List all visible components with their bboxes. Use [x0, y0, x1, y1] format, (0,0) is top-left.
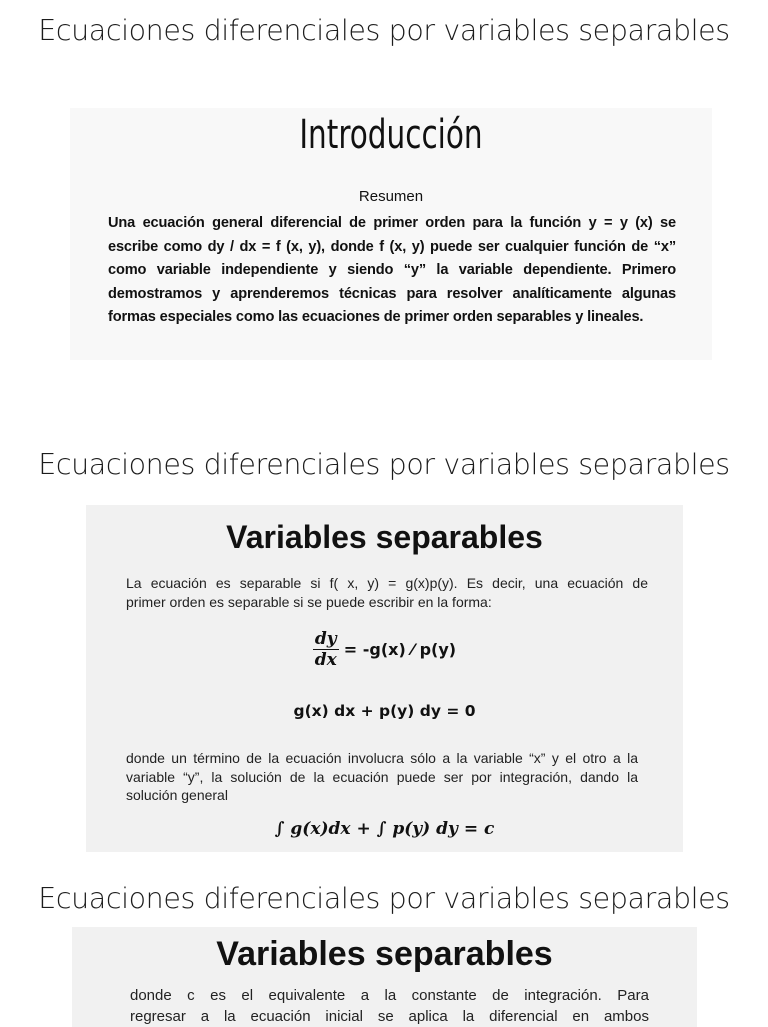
slide-2-title: Ecuaciones diferenciales por variables separables	[38, 448, 730, 481]
explanation-line: donde un término de la ecuación involucra sólo a la variable “x” y el otro a la	[126, 750, 638, 766]
derivative-fraction	[313, 629, 339, 670]
slide-3-title: Ecuaciones diferenciales por variables separables	[38, 882, 730, 915]
abstract-heading: Resumen	[358, 188, 424, 205]
abstract-line: escribe como dy / dx = f (x, y), donde f (x, y) puede ser cualquier función de “x”	[108, 238, 676, 255]
continuation-text	[130, 985, 649, 1027]
separable-heading-continued: Variables separables	[216, 935, 553, 973]
explanation-line: solución general	[126, 787, 228, 803]
continuation-line: donde c es el equivalente a la constante de integración. Para	[130, 987, 649, 1004]
separable-heading: Variables separables	[226, 519, 543, 555]
definition-line: primer orden es separable si se puede escribir en la forma:	[126, 593, 492, 610]
slide-1-title: Ecuaciones diferenciales por variables separables	[38, 14, 730, 47]
continuation-line: regresar a la ecuación inicial se aplica la diferencial en ambos	[130, 1008, 649, 1025]
explanation-text	[126, 749, 638, 805]
derivative-formula	[86, 629, 683, 670]
abstract-line: demostramos y aprenderemos técnicas para resolver analíticamente algunas	[108, 285, 676, 302]
separated-equation: g(x) dx + p(y) dy = 0	[293, 702, 476, 720]
abstract-line: como variable independiente y siendo “y” la variable dependiente. Primero	[108, 262, 676, 278]
separable-slide-image	[86, 505, 683, 852]
separable-continued-slide-image	[72, 927, 697, 1027]
abstract-line: Una ecuación general diferencial de primer orden para la función y = y (x) se	[108, 215, 676, 231]
definition-line: La ecuación es separable si f( x, y) = g(x)p(y). Es decir, una ecuación de	[126, 575, 648, 591]
explanation-line: variable “y”, la solución de la ecuación puede ser por integración, dando la	[126, 768, 638, 785]
definition-text	[126, 574, 648, 611]
abstract-line: formas especiales como las ecuaciones de primer orden separables y lineales.	[108, 309, 644, 325]
abstract-text	[108, 212, 676, 330]
intro-heading: Introducción	[299, 112, 483, 158]
intro-slide-image	[70, 108, 712, 360]
fraction-denominator: dx	[314, 650, 337, 670]
general-solution-integral: ∫ g(x)dx + ∫ p(y) dy = c	[274, 819, 495, 839]
fraction-rhs: = -g(x) ⁄ p(y)	[343, 640, 457, 659]
fraction-numerator: dy	[314, 629, 337, 649]
